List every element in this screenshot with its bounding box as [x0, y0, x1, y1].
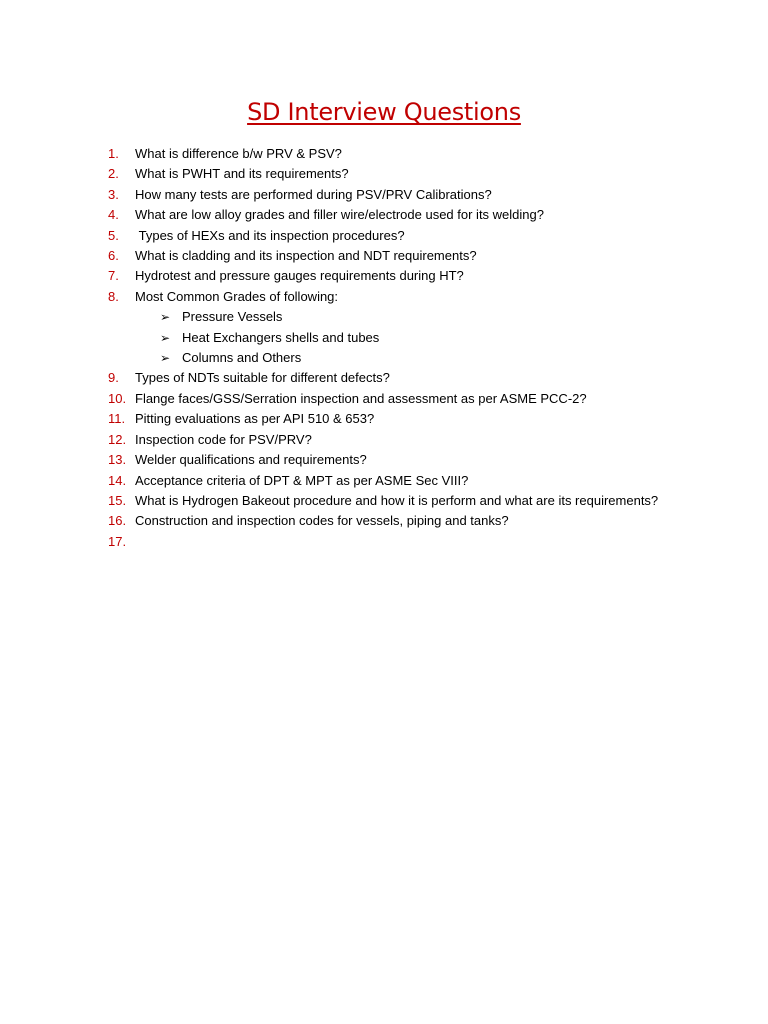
sub-list-item: [108, 328, 668, 348]
arrow-bullet-icon: ➢: [160, 351, 171, 366]
list-text: What is Hydrogen Bakeout procedure and how it is perform and what are its requirements?: [135, 492, 659, 508]
list-number: 14.: [108, 472, 127, 488]
list-text: What is difference b/w PRV & PSV?: [135, 146, 342, 161]
list-item: [108, 287, 668, 307]
sub-list-text: Pressure Vessels: [182, 309, 283, 325]
list-item: [108, 164, 668, 184]
sub-list-item: [108, 348, 668, 368]
list-number: 1.: [108, 146, 119, 161]
list-text: Types of HEXs and its inspection procedures?: [135, 227, 405, 243]
list-number: 5.: [108, 227, 119, 243]
list-text: Most Common Grades of following:: [135, 288, 339, 304]
arrow-bullet-icon: ➢: [160, 330, 171, 345]
list-text: Acceptance criteria of DPT & MPT as per ASME Sec VIII?: [135, 472, 469, 488]
sub-list-item: [108, 307, 668, 327]
question-list: [108, 144, 668, 552]
list-number: 17.: [108, 533, 127, 549]
list-number: 4.: [108, 207, 119, 223]
list-item: [108, 144, 668, 164]
list-text: Welder qualifications and requirements?: [135, 452, 367, 468]
list-text: Types of NDTs suitable for different defects?: [135, 370, 390, 386]
arrow-bullet-icon: ➢: [160, 310, 171, 325]
sub-list-text: Columns and Others: [182, 350, 302, 366]
list-item: [108, 185, 668, 205]
list-number: 3.: [108, 186, 119, 202]
list-text: What is PWHT and its requirements?: [135, 166, 349, 182]
list-number: 16.: [108, 513, 127, 529]
list-text: What are low alloy grades and filler wire/electrode used for its welding?: [135, 207, 544, 223]
list-number: 15.: [108, 492, 127, 508]
page-title: SD Interview Questions: [247, 98, 521, 126]
list-item: [108, 430, 668, 450]
list-item: [108, 266, 668, 286]
list-number: 8.: [108, 288, 119, 304]
list-item: [108, 389, 668, 409]
list-item: [108, 532, 668, 552]
list-number: 6.: [108, 248, 119, 264]
list-number: 9.: [108, 370, 119, 386]
list-number: 12.: [108, 431, 127, 447]
list-text: How many tests are performed during PSV/PRV Calibrations?: [135, 186, 492, 202]
list-text: Construction and inspection codes for vessels, piping and tanks?: [135, 513, 509, 529]
sub-list-text: Heat Exchangers shells and tubes: [182, 329, 380, 345]
list-item: [108, 368, 668, 388]
list-item: [108, 205, 668, 225]
list-number: 7.: [108, 268, 119, 284]
list-item: [108, 491, 668, 511]
list-text: Flange faces/GSS/Serration inspection and assessment as per ASME PCC-2?: [135, 390, 587, 406]
list-item: [108, 511, 668, 531]
list-text: Inspection code for PSV/PRV?: [135, 431, 312, 447]
list-text: Hydrotest and pressure gauges requirements during HT?: [135, 268, 464, 284]
list-number: 11.: [108, 411, 126, 427]
list-item: [108, 246, 668, 266]
list-text: Pitting evaluations as per API 510 & 653?: [135, 411, 375, 427]
list-number: 13.: [108, 452, 127, 468]
list-item: [108, 409, 668, 429]
list-number: 10.: [108, 390, 127, 406]
list-item: [108, 450, 668, 470]
list-item: [108, 471, 668, 491]
list-text: What is cladding and its inspection and NDT requirements?: [135, 248, 477, 264]
list-number: 2.: [108, 166, 119, 182]
list-item: [108, 226, 668, 246]
